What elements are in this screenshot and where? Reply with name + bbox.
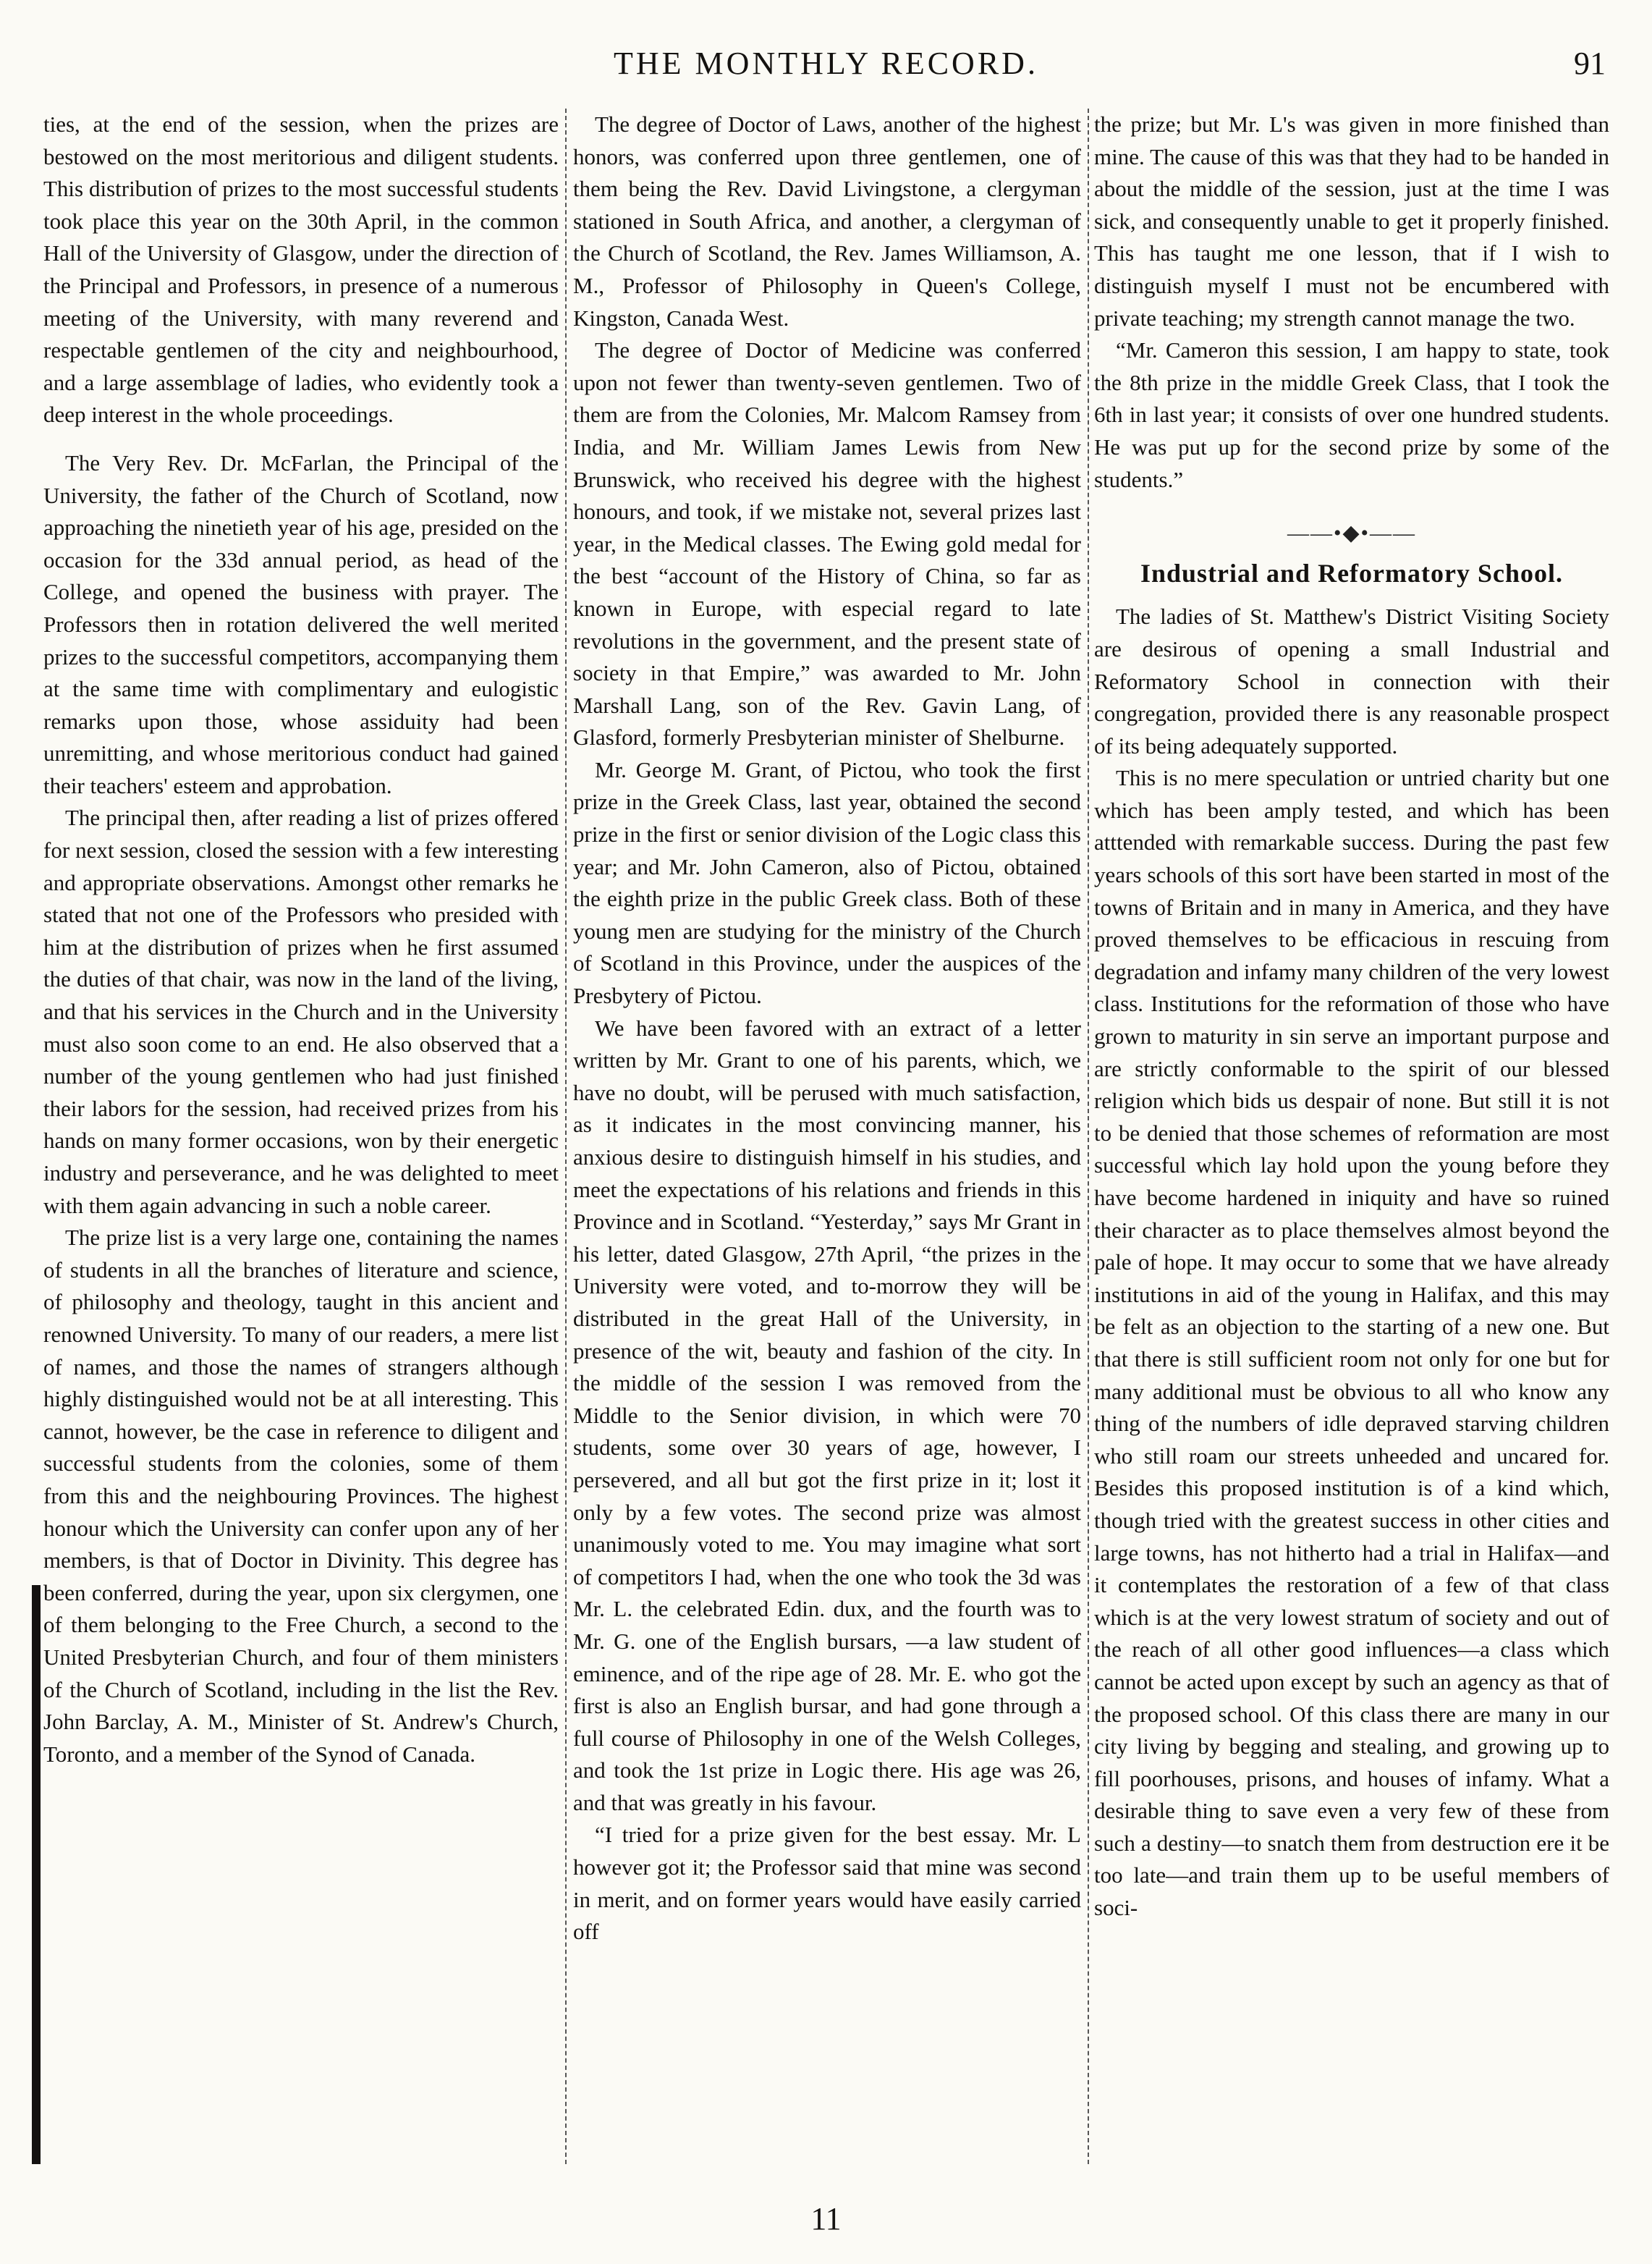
paragraph: ties, at the end of the session, when the prizes are bestowed on the most meritorious and diligent students. This distribution of prizes to the most successful students took place this year on the 30th April, in the common Hall of the University of Glasgow, under the direction of the Principal and Professors, in presence of a numerous meeting of the University, with many reverend and respectable gentlemen of the city and neighbourhood, and a large assemblage of ladies, who evidently took a deep interest in the whole proceedings. [43,111,559,428]
paragraph: We have been favored with an extract of a letter written by Mr. Grant to one of his parents, which, we have no doubt, will be perused with much satisfaction, as it indicates in the most convincing manner, his anxious desire to distinguish himself in his studies, and meet the expectations of his relations and friends in this Province and in Scotland. “Yesterday,” says Mr Grant in his letter, dated Glasgow, 27th April, “the prizes in the University were voted, and to-morrow they will be distributed in the great Hall of the University, in presence of the wit, beauty and fashion of the city. In the middle of the session I was removed from the Middle to the Senior division, in which were 70 students, some over 30 years of age, however, I persevered, and all but got the first prize in it; lost it only by a few votes. The second prize was almost unanimously voted to me. You may imagine what sort of competitors I had, when the one who took the 3d was Mr. L. the celebrated Edin. dux, and the fourth was to Mr. G. one of the English bursars, —a law student of eminence, and of the ripe age of 28. Mr. E. who got the first is also an English bursar, and had gone through a full course of Philosophy in one of the Welsh Colleges, and took the 1st prize in Logic there. His age was 26, and that was greatly in his favour. [573,1015,1081,1815]
paragraph: The prize list is a very large one, containing the names of students in all the branches of literature and science, of philosophy and theology, taught in this ancient and renowned University. To many of our readers, a mere list of names, and those the names of strangers although highly distinguished would not be at all interesting. This cannot, however, be the case in reference to diligent and successful students from the colonies, some of them from this and the neighbouring Provinces. The highest honour which the University can confer upon any of her members, is that of Doctor in Divinity. This degree has been conferred, during the year, upon six clergymen, one of them belonging to the Free Church, a second to the United Presbyterian Church, and four of them ministers of the Church of Scotland, including in the list the Rev. John Barclay, A. M., Minister of St. Andrew's Church, Toronto, and a member of the Synod of Canada. [43,1225,559,1767]
paragraph: The Very Rev. Dr. McFarlan, the Principal of the University, the father of the Church of Scotland, now approaching the ninetieth year of his age, presided on the occasion for the 33d annual period, as head of the College, and opened the business with prayer. The Professors then in rotation delivered the well merited prizes to the successful competitors, accompanying them at the same time with complimentary and eulogistic remarks upon those, whose assiduity had been unremitting, and whose meritorious conduct had gained their teachers' esteem and approbation. [43,449,559,798]
paragraph: The ladies of St. Matthew's District Visiting Society are desirous of opening a small Industrial and Reformatory School in connection with their congregation, provided there is any reasonable prospect of its being adequately supported. [1094,604,1609,759]
text-column-1 [43,109,559,2164]
section-heading: Industrial and Reformatory School. [1140,558,1564,588]
text-column-3 [1094,109,1609,2164]
column-rule-right [1088,109,1089,2164]
page-header [43,45,1609,96]
running-title: THE MONTHLY RECORD. [614,46,1038,81]
text-column-2 [573,109,1081,2164]
signature-mark: 11 [810,2201,842,2236]
paragraph: The principal then, after reading a list of prizes offered for next session, closed the session with a few interesting and appropriate observations. Amongst other remarks he stated that not one of the Professors who presided with him at the distribution of prizes when he first assumed the duties of that chair, was now in the land of the living, and that his services in the Church and in the University must also soon come to an end. He also observed that a number of the young gentlemen who had just finished their labors for the session, had received prizes from his hands on many former occasions, won by their energetic industry and perseverance, and he was delighted to meet with them again advancing in such a noble career. [43,805,559,1218]
column-rule-left [565,109,567,2164]
paragraph: “I tried for a prize given for the best essay. Mr. L however got it; the Professor said that mine was second in merit, and on former years would have easily carried off [573,1822,1081,1945]
ornament-divider: ——•◆•—— [1287,521,1417,546]
paragraph: Mr. George M. Grant, of Pictou, who took the first prize in the Greek Class, last year, obtained the second prize in the first or senior division of the Logic class this year; and Mr. John Cameron, also of Pictou, obtained the eighth prize in the public Greek class. Both of these young men are studying for the ministry of the Church of Scotland in this Province, under the auspices of the Presbytery of Pictou. [573,756,1081,1009]
paragraph: This is no mere speculation or untried charity but one which has been amply tested, and which has been atttended with remarkable success. During the past few years schools of this sort have been started in most of the towns of Britain and in many in America, and they have proved themselves to be efficacious in rescuing from degradation and infamy many children of the very lowest class. Institutions for the reformation of those who have grown to maturity in sin serve an important purpose and are strictly conformable to the spirit of our blessed religion which bids us despair of none. But still it is not to be denied that those schemes of reformation are most successful which lay hold upon the young before they have become hardened in iniquity and have so ruined their character as to place themselves almost beyond the pale of hope. It may occur to some that we have already institutions in aid of the young in Halifax, and this may be felt as an objection to the starting of a new one. But that there is still sufficient room not only for one but for many additional must be obvious to all who know any thing of the numbers of idle depraved starving children who still roam our streets unheeded and uncared for. Besides this proposed institution is of a kind which, though tried with the greatest success in other cities and large towns, has not hitherto had a trial in Halifax—and it contemplates the restoration of a few of that class which is at the very lowest stratum of society and out of the reach of all other good influences—a class which cannot be acted upon except by such an agency as that of the proposed school. Of this class there are many in our city living by begging and stealing, and growing up to fill poorhouses, prisons, and houses of infamy. What a desirable thing to save even a very few of these from such a destiny—to snatch them from destruction ere it be too late—and train them up to be useful members of soci- [1094,765,1609,1921]
paragraph: “Mr. Cameron this session, I am happy to state, took the 8th prize in the middle Greek Class, that I took the 6th in last year; it consists of over one hundred students. He was put up for the second prize by some of the students.” [1094,337,1609,492]
paragraph: The degree of Doctor of Medicine was conferred upon not fewer than twenty-seven gentlemen. Two of them are from the Colonies, Mr. Malcom Ramsey from India, and Mr. William James Lewis from New Brunswick, who received his degree with the highest honours, and took, if we mistake not, several prizes last year, in the Medical classes. The Ewing gold medal for the best “account of the History of China, so far as known in Europe, with especial regard to late revolutions in the government, and the present state of society in that Empire,” was awarded to Mr. John Marshall Lang, son of the Rev. Gavin Lang, of Glasford, formerly Presbyterian minister of Shelburne. [573,337,1081,751]
paragraph: the prize; but Mr. L's was given in more finished than mine. The cause of this was that they had to be handed in about the middle of the session, just at the time I was sick, and consequently unable to get it properly finished. This has taught me one lesson, that if I wish to distinguish myself I must not be encumbered with private teaching; my strength cannot manage the two. [1094,111,1609,331]
page-number: 91 [1574,46,1606,81]
paragraph: The degree of Doctor of Laws, another of the highest honors, was conferred upon three gentlemen, one of them being the Rev. David Livingstone, a clergyman stationed in South Africa, and another, a clergyman of the Church of Scotland, the Rev. James Williamson, A. M., Professor of Philosophy in Queen's College, Kingston, Canada West. [573,111,1081,331]
scan-edge-shadow [32,1585,41,2164]
